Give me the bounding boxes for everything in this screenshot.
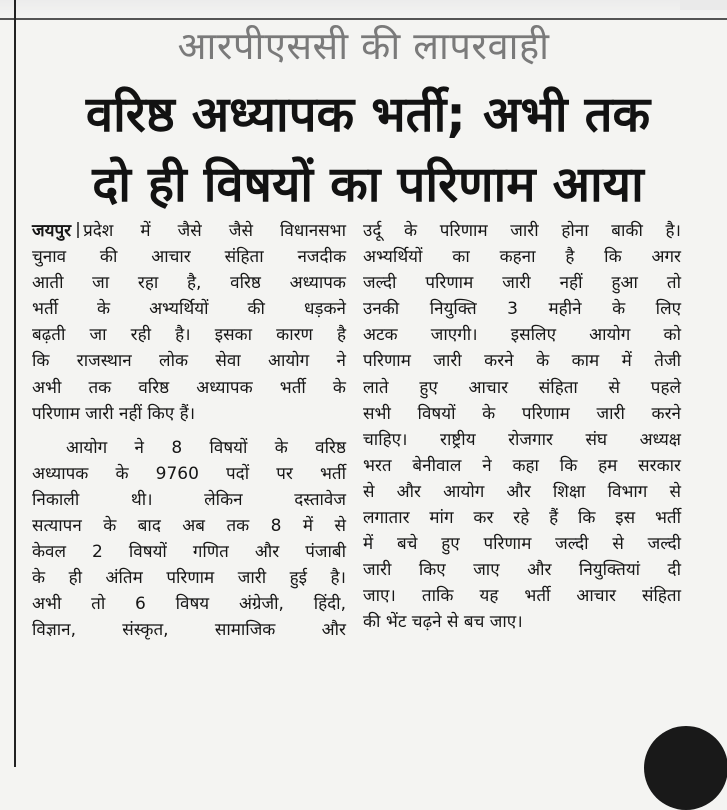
article-line: अभी तो 6 विषय अंग्रेजी, हिंदी, — [32, 594, 346, 615]
article-line: परिणाम जारी नहीं किए हैं। — [32, 403, 196, 424]
headline-line-2: दो ही विषयों का परिणाम आया — [92, 156, 644, 213]
article-line: में बचे हुए परिणाम जल्दी से जल्दी — [363, 534, 681, 555]
article-line: आती जा रहा है, वरिष्ठ अध्यापक — [32, 273, 346, 294]
article-line: जल्दी परिणाम जारी नहीं हुआ तो — [363, 273, 681, 294]
article-line: की भेंट चढ़ने से बच जाए। — [363, 612, 523, 633]
page-corner — [680, 0, 727, 10]
article-column-right — [363, 218, 681, 636]
article-line: अध्यापक के 9760 पदों पर भर्ती — [32, 463, 346, 484]
article-line: उनकी नियुक्ति 3 महीने के लिए — [363, 299, 681, 320]
article-line: चाहिए। राष्ट्रीय रोजगार संघ अध्यक्ष — [363, 429, 681, 450]
article-line: भर्ती के अभ्यर्थियों की धड़कने — [32, 299, 346, 320]
article-line: सभी विषयों के परिणाम जारी करने — [363, 403, 681, 424]
article-line: चुनाव की आचार संहिता नजदीक — [32, 247, 346, 268]
article-line: लगातार मांग कर रहे हैं कि इस भर्ती — [363, 508, 681, 529]
article-line — [32, 435, 346, 461]
article-line: जाए। ताकि यह भर्ती आचार संहिता — [363, 586, 681, 607]
article-line: अटक जाएगी। इसलिए आयोग को — [363, 325, 681, 346]
article-line: के ही अंतिम परिणाम जारी हुई है। — [32, 568, 346, 589]
page-top-rule — [0, 0, 727, 20]
article-line: अभ्यर्थियों का कहना है कि अगर — [363, 247, 681, 268]
article-line: विज्ञान, संस्कृत, सामाजिक और — [32, 620, 346, 641]
article-column-left — [32, 218, 346, 644]
article-line: लाते हुए आचार संहिता से पहले — [363, 377, 681, 398]
dateline: जयपुर — [32, 221, 72, 241]
article-line: कि राजस्थान लोक सेवा आयोग ने — [32, 351, 346, 372]
article-line: केवल 2 विषयों गणित और पंजाबी — [32, 542, 346, 563]
article-line — [32, 218, 346, 244]
article-line-text: प्रदेश में जैसे जैसे विधानसभा — [83, 221, 346, 241]
article-line: अभी तक वरिष्ठ अध्यापक भर्ती के — [32, 377, 346, 398]
article-line: उर्दू के परिणाम जारी होना बाकी है। — [363, 221, 681, 241]
paragraph-gap — [32, 427, 346, 435]
article-line: बढ़ती जा रही है। इसका कारण है — [32, 325, 346, 346]
article-line: निकाली थी। लेकिन दस्तावेज — [32, 489, 346, 510]
column-rule-left — [14, 0, 16, 767]
article-line: जारी किए जाए और नियुक्तियां दी — [363, 560, 681, 581]
article-line: परिणाम जारी करने के काम में तेजी — [363, 351, 681, 372]
dateline-separator — [77, 222, 79, 238]
article-line: सत्यापन के बाद अब तक 8 में से — [32, 516, 346, 537]
headline-line-1: वरिष्ठ अध्यापक भर्ती; अभी तक — [85, 86, 651, 143]
article-line-text: आयोग ने 8 विषयों के वरिष्ठ — [66, 437, 346, 458]
article-kicker: आरपीएससी की लापरवाही — [177, 24, 550, 68]
overlay-circle — [644, 726, 727, 810]
article-line: से और आयोग और शिक्षा विभाग से — [363, 481, 681, 502]
article-line: भरत बेनीवाल ने कहा कि हम सरकार — [363, 455, 681, 476]
